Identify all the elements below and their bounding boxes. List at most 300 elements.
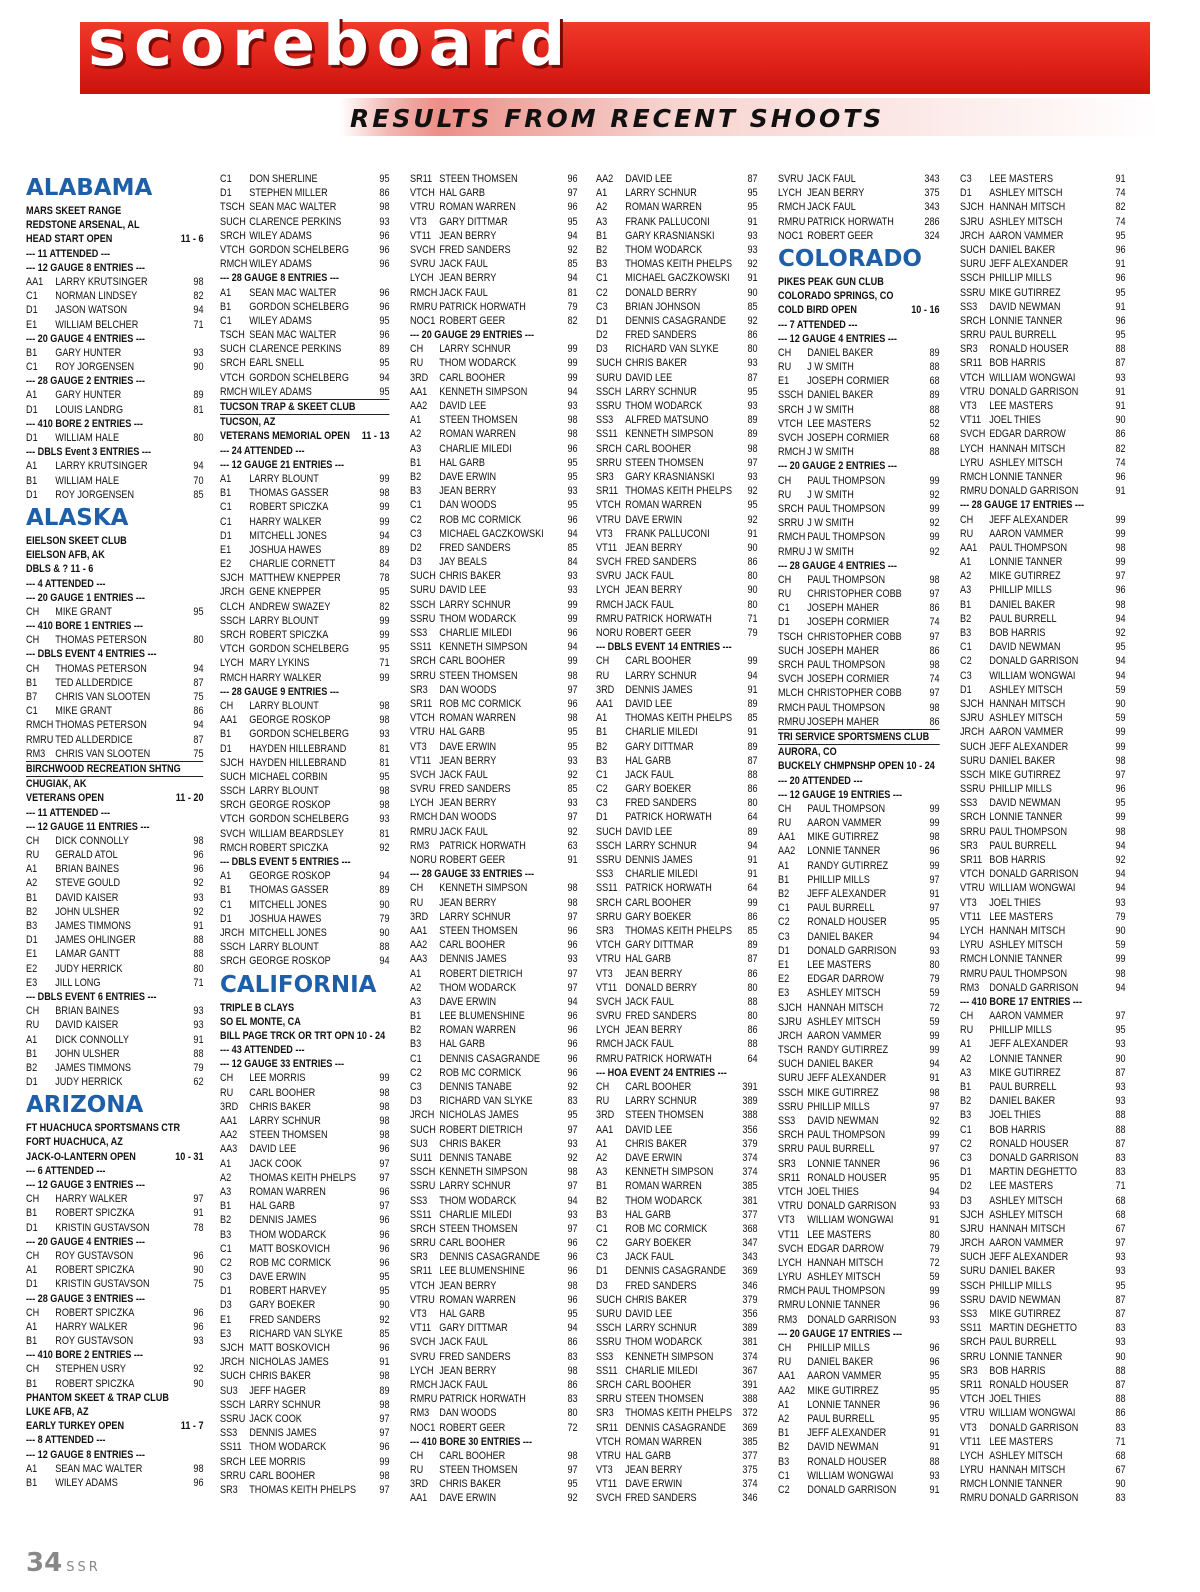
result-row (778, 1455, 940, 1469)
shooter-name: DAVE ERWIN (439, 740, 497, 753)
class-code: SSCH (778, 389, 804, 402)
score: 70 (193, 474, 204, 487)
score: 98 (379, 1086, 390, 1099)
shooter-name: JEFF ALEXANDER (807, 888, 887, 900)
class-code: C2 (410, 1066, 422, 1079)
info-text: COLORADO SPRINGS, CO (778, 290, 894, 303)
shooter-name: AARON VAMMER (989, 1237, 1064, 1250)
score: 90 (747, 286, 758, 299)
class-code: SVRU (778, 173, 804, 185)
result-row (220, 827, 390, 841)
score: 89 (379, 543, 390, 556)
class-code: SSCH (596, 385, 622, 398)
score: 80 (193, 634, 204, 647)
score: 92 (747, 258, 758, 271)
score: 75 (193, 747, 204, 760)
result-row (596, 1378, 758, 1392)
score: 72 (567, 1421, 578, 1434)
score: 98 (1115, 754, 1126, 767)
class-code: LYRU (960, 1464, 984, 1477)
shooter-name: HANNAH MITSCH (989, 1222, 1066, 1235)
result-row (220, 257, 390, 271)
score: 91 (747, 726, 758, 739)
class-code: SU3 (410, 1137, 428, 1150)
score: 95 (567, 456, 578, 469)
score: 96 (567, 1237, 578, 1250)
class-code: SR11 (960, 1378, 983, 1391)
shooter-name: JAY BEALS (439, 556, 488, 569)
result-row (778, 1355, 940, 1369)
event-text: --- 12 GAUGE 21 ENTRIES --- (220, 458, 345, 471)
class-code: C3 (410, 1081, 422, 1093)
result-row (778, 215, 940, 229)
score: 96 (1115, 584, 1126, 597)
event-header (26, 1433, 204, 1447)
page-footer (26, 1548, 101, 1578)
result-row (960, 1250, 1126, 1264)
class-code: SRRU (778, 1143, 804, 1156)
class-code: D1 (26, 432, 38, 444)
result-row (410, 1449, 578, 1463)
score: 92 (567, 1151, 578, 1164)
score: 87 (747, 371, 758, 384)
score: 59 (929, 1271, 940, 1284)
shooter-name: SEAN MAC WALTER (249, 286, 337, 299)
score: 346 (742, 1279, 758, 1292)
shooter-name: JOEL THIES (989, 1109, 1041, 1122)
score: 94 (1115, 868, 1126, 881)
class-code: C2 (778, 916, 790, 929)
result-row (596, 1179, 758, 1193)
score: 99 (379, 671, 390, 684)
shooter-name: MATT BOSKOVICH (249, 1242, 330, 1255)
class-code: C1 (778, 602, 790, 615)
score: 99 (1115, 556, 1126, 569)
result-row (220, 529, 390, 543)
result-row (778, 1185, 940, 1199)
shooter-name: BOB HARRIS (989, 1364, 1046, 1377)
class-code: SRRU (410, 1237, 436, 1250)
class-code: VT3 (410, 1308, 427, 1320)
class-code: A1 (220, 472, 232, 485)
shooter-name: PATRICK HORWATH (625, 811, 712, 824)
class-code: CH (778, 1342, 792, 1354)
class-code: SU3 (220, 1384, 238, 1397)
score: 95 (567, 740, 578, 753)
event-header (26, 1235, 204, 1249)
class-code: B1 (410, 456, 422, 469)
class-code: SURU (778, 1072, 804, 1085)
state-heading: ALABAMA (26, 175, 153, 201)
result-row (220, 543, 390, 557)
score: 96 (567, 1010, 578, 1023)
class-code: SUCH (220, 343, 246, 356)
score: 59 (929, 987, 940, 1000)
result-row (596, 413, 758, 427)
class-code: SS3 (596, 1350, 614, 1363)
result-row (960, 555, 1126, 569)
score: 93 (567, 1137, 578, 1150)
score: 97 (929, 588, 940, 601)
score: 98 (567, 1364, 578, 1377)
class-code: E2 (220, 558, 232, 571)
shooter-name: EDGAR DARROW (989, 428, 1066, 441)
shooter-name: CARL BOOHER (249, 1086, 316, 1099)
score: 93 (747, 470, 758, 483)
result-row (960, 1406, 1126, 1420)
class-code: SSCH (220, 614, 246, 627)
class-code: SJCH (960, 1208, 984, 1221)
score: 83 (1115, 1322, 1126, 1335)
info-text: BUCKELY CHMPNSHP OPEN 10 - 24 (778, 760, 935, 773)
result-row (26, 976, 204, 990)
shooter-name: FRED SANDERS (439, 1350, 511, 1363)
result-row (960, 1350, 1126, 1364)
result-row (410, 243, 578, 257)
shooter-name: ROMAN WARREN (439, 201, 516, 214)
class-code: C2 (960, 655, 972, 668)
result-row (778, 644, 940, 658)
class-code: B2 (960, 612, 972, 625)
shooter-name: RONALD HOUSER (807, 916, 887, 929)
shooter-name: THOM WODARCK (249, 1228, 327, 1241)
shooter-name: LOUIS LANDRG (55, 403, 124, 416)
shooter-name: ROB MC CORMICK (439, 1066, 522, 1079)
event-header (960, 498, 1126, 512)
result-row (596, 229, 758, 243)
score: 97 (379, 1427, 390, 1440)
shooter-name: DONALD GARRISON (807, 1313, 897, 1326)
event-text: --- 28 GAUGE 17 ENTRIES --- (960, 499, 1085, 512)
shooter-name: GEORGE ROSKOP (249, 870, 331, 883)
score: 95 (567, 1109, 578, 1122)
result-row (220, 1341, 390, 1355)
class-code: D3 (410, 556, 422, 569)
score: 99 (1115, 740, 1126, 753)
event-text: --- 12 GAUGE 4 ENTRIES --- (778, 332, 897, 345)
score: 96 (379, 1214, 390, 1227)
result-row (26, 1221, 204, 1235)
class-code: A1 (26, 1320, 38, 1333)
shooter-name: AARON VAMMER (807, 1029, 882, 1042)
result-row (220, 898, 390, 912)
shooter-name: AARON VAMMER (989, 726, 1064, 739)
shooter-name: PAUL THOMPSON (989, 967, 1068, 980)
class-code: SR3 (596, 924, 614, 937)
class-code: SSRU (596, 400, 622, 412)
score: 71 (379, 657, 390, 670)
shooter-name: DENNIS JAMES (625, 683, 693, 696)
class-code: MLCH (778, 687, 804, 700)
shooter-name: DONALD GARRISON (989, 1492, 1079, 1505)
shooter-name: FRED SANDERS (625, 1010, 697, 1023)
shooter-name: ROBERT SPICZKA (249, 501, 329, 514)
shooter-name: DAN WOODS (439, 499, 497, 512)
info-text: JACK-O-LANTERN OPEN (26, 1150, 136, 1163)
class-code: SS3 (960, 797, 978, 810)
event-header (26, 806, 204, 820)
class-code: CH (410, 1449, 424, 1462)
result-row (410, 1009, 578, 1023)
score: 369 (742, 1265, 758, 1278)
shoot-info (26, 1121, 204, 1135)
class-code: E1 (220, 543, 232, 556)
score: 97 (567, 1464, 578, 1477)
result-row (220, 1071, 390, 1085)
result-row (410, 754, 578, 768)
result-row (410, 1222, 578, 1236)
shooter-name: JACK FAUL (439, 1378, 488, 1391)
score: 88 (1115, 1123, 1126, 1136)
result-row (410, 1378, 578, 1392)
result-row (596, 626, 758, 640)
shooter-name: RONALD HOUSER (989, 343, 1069, 356)
result-row (596, 924, 758, 938)
result-row (220, 1086, 390, 1100)
result-row (410, 342, 578, 356)
event-text: --- 410 BORE 17 ENTRIES --- (960, 995, 1083, 1008)
score: 385 (742, 1180, 758, 1193)
shooter-name: HANNAH MITSCH (807, 1001, 884, 1014)
result-row (26, 1004, 204, 1018)
score: 98 (379, 1469, 390, 1482)
shoot-info (778, 759, 940, 773)
result-row (596, 683, 758, 697)
class-code: AA1 (26, 275, 44, 288)
score: 96 (567, 1066, 578, 1079)
score: 59 (1115, 683, 1126, 696)
shooter-name: MIKE GRANT (55, 705, 112, 718)
score: 86 (929, 602, 940, 615)
class-code: A1 (220, 286, 232, 299)
class-code: NORU (410, 854, 437, 866)
result-row (960, 1264, 1126, 1278)
score: 90 (747, 584, 758, 597)
result-row (960, 924, 1126, 938)
score: 95 (567, 499, 578, 512)
class-code: VTCH (778, 1185, 803, 1198)
shoot-info (778, 745, 940, 759)
shooter-name: JAMES TIMMONS (55, 1061, 132, 1074)
score: 80 (747, 797, 758, 810)
result-row (778, 388, 940, 402)
score: 93 (1115, 1251, 1126, 1264)
shooter-name: ROMAN WARREN (439, 1293, 516, 1306)
class-code: AA1 (778, 1370, 796, 1383)
score: 79 (929, 1242, 940, 1255)
class-code: SURU (596, 1308, 622, 1320)
result-row (596, 740, 758, 754)
class-code: RMRU (778, 215, 806, 228)
score: 79 (747, 627, 758, 639)
result-row (220, 200, 390, 214)
score: 96 (929, 1157, 940, 1170)
result-row (220, 798, 390, 812)
result-row (410, 725, 578, 739)
result-row (778, 1242, 940, 1256)
shooter-name: PHILLIP MILLS (989, 272, 1052, 285)
score: 59 (1115, 939, 1126, 952)
score: 91 (1115, 400, 1126, 412)
result-row (26, 947, 204, 961)
class-code: A1 (778, 1398, 790, 1411)
class-code: CH (26, 1249, 40, 1262)
class-code: LYCH (960, 924, 984, 937)
score: 95 (567, 1308, 578, 1320)
score: 87 (747, 173, 758, 185)
result-row (596, 1052, 758, 1066)
result-row (596, 1477, 758, 1491)
class-code: SR3 (410, 683, 428, 696)
result-row (220, 1313, 390, 1327)
shooter-name: DENNIS TANABE (439, 1081, 512, 1093)
score: 99 (379, 1455, 390, 1468)
shooter-name: HANNAH MITSCH (989, 697, 1066, 710)
shooter-name: ROMAN WARREN (249, 1185, 326, 1198)
shooter-name: GARY BOEKER (625, 1237, 692, 1250)
score: 368 (742, 1222, 758, 1235)
score: 91 (929, 1441, 940, 1454)
result-row (410, 1477, 578, 1491)
class-code: SURU (960, 258, 986, 271)
result-row (410, 938, 578, 952)
shooter-name: STEEN THOMSEN (625, 1109, 704, 1122)
class-code: E1 (26, 948, 38, 961)
class-code: VTCH (410, 187, 435, 200)
result-row (596, 1080, 758, 1094)
class-code: D1 (26, 403, 38, 416)
class-code: SRCH (596, 442, 622, 455)
shooter-name: GORDON SCHELBERG (249, 728, 349, 741)
shooter-name: CHRIS BAKER (439, 1137, 502, 1150)
result-row (410, 967, 578, 981)
class-code: SS11 (410, 641, 432, 654)
shooter-name: STEEN THOMSEN (439, 924, 518, 937)
score: 94 (193, 460, 204, 473)
class-code: SJCH (778, 1001, 802, 1014)
result-row (960, 583, 1126, 597)
score: 93 (193, 346, 204, 359)
class-code: C1 (596, 768, 608, 781)
class-code: B7 (26, 691, 38, 703)
shooter-name: ROB MC CORMICK (625, 1222, 708, 1235)
class-code: LYCH (960, 1449, 984, 1462)
result-row (960, 1463, 1126, 1477)
score: 96 (567, 1251, 578, 1264)
class-code: SR11 (778, 1171, 801, 1184)
result-row (410, 172, 578, 186)
result-row (778, 417, 940, 431)
class-code: AA2 (410, 939, 428, 952)
class-code: SVCH (778, 673, 804, 686)
score: 71 (747, 612, 758, 625)
event-header (26, 647, 204, 661)
shooter-name: STEEN THOMSEN (625, 1393, 704, 1406)
shooter-name: KENNETH SIMPSON (439, 385, 528, 398)
shooter-name: DONALD GARRISON (807, 944, 897, 957)
shooter-name: GENE KNEPPER (249, 586, 322, 599)
score: 86 (747, 783, 758, 796)
result-row (596, 399, 758, 413)
shooter-name: LONNIE TANNER (807, 845, 881, 858)
score: 91 (193, 1207, 204, 1220)
class-code: B1 (596, 726, 608, 739)
score: 92 (567, 1081, 578, 1093)
score: 94 (567, 1322, 578, 1335)
shooter-name: HAL GARB (439, 187, 485, 200)
score: 96 (567, 1052, 578, 1065)
class-code: SS3 (220, 1427, 238, 1440)
result-row (596, 1208, 758, 1222)
event-header (26, 332, 204, 346)
score: 95 (379, 314, 390, 327)
score: 374 (742, 1478, 758, 1491)
result-row (778, 200, 940, 214)
score: 85 (567, 783, 578, 796)
score: 87 (1115, 1308, 1126, 1320)
class-code: SRCH (778, 502, 804, 515)
results-column-1 (26, 172, 204, 1490)
result-row (410, 456, 578, 470)
class-code: CH (26, 1005, 40, 1018)
result-row (596, 1250, 758, 1264)
class-code: CH (26, 662, 40, 675)
class-code: LYRU (960, 456, 984, 469)
score: 68 (1115, 1194, 1126, 1207)
score: 97 (567, 981, 578, 994)
result-row (410, 995, 578, 1009)
result-row (410, 583, 578, 597)
result-row (960, 598, 1126, 612)
result-row (26, 1334, 204, 1348)
shooter-name: CHRIS BAKER (249, 1100, 312, 1113)
score: 93 (747, 400, 758, 412)
shooter-name: MIKE GUTIRREZ (989, 768, 1061, 781)
score: 94 (193, 719, 204, 732)
result-row (410, 1123, 578, 1137)
score: 94 (379, 870, 390, 883)
result-row (778, 1114, 940, 1128)
score: 79 (379, 912, 390, 925)
shooter-name: AARON VAMMER (807, 1370, 882, 1383)
score: 71 (193, 976, 204, 989)
shooter-name: CHRIS BAKER (625, 1293, 688, 1306)
class-code: 3RD (596, 683, 615, 696)
result-row (960, 200, 1126, 214)
shooter-name: ASHLEY MITSCH (989, 1208, 1063, 1221)
result-row (26, 891, 204, 905)
result-row (778, 1199, 940, 1213)
result-row (960, 612, 1126, 626)
shooter-name: RONALD HOUSER (989, 1137, 1069, 1150)
result-row (220, 784, 390, 798)
score: 98 (379, 1370, 390, 1383)
score: 99 (929, 1285, 940, 1298)
shooter-name: ROY JORGENSEN (55, 361, 135, 374)
result-row (778, 930, 940, 944)
score: 79 (929, 973, 940, 986)
score: 90 (1115, 414, 1126, 427)
class-code: C1 (26, 705, 38, 718)
class-code: C1 (220, 898, 232, 911)
score: 97 (567, 683, 578, 696)
class-code: E1 (220, 1313, 232, 1326)
class-code: AA3 (220, 1143, 238, 1156)
score: 89 (747, 428, 758, 441)
result-row (410, 1364, 578, 1378)
score: 96 (379, 1228, 390, 1241)
shooter-name: PHILLIP MILLS (807, 1100, 870, 1113)
